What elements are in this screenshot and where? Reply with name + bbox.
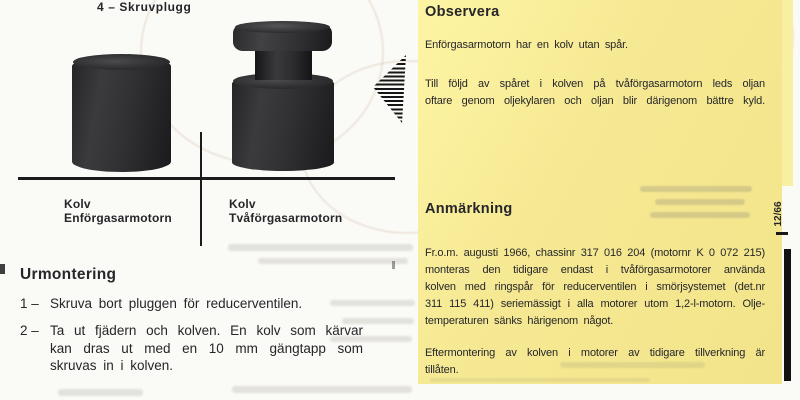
bleedthrough-text-smudge xyxy=(228,244,413,251)
note-heading-anmarkning: Anmärkning xyxy=(425,201,513,217)
step-2 xyxy=(20,322,363,375)
bleedthrough-text-smudge xyxy=(640,186,752,192)
bleedthrough-text-smudge xyxy=(58,389,143,396)
bleedthrough-text-smudge xyxy=(655,199,745,205)
piston-photo-twin-carb-body xyxy=(232,75,334,171)
step-text-line: Skruva bort pluggen för reducerventilen. xyxy=(50,296,303,311)
note-heading-observera: Observera xyxy=(425,4,500,20)
figure-callout: 4 – Skruvplugg xyxy=(97,0,192,14)
piston-photo-twin-carb-crown xyxy=(233,24,332,51)
caption-divider-vline xyxy=(200,132,202,246)
revision-change-bar xyxy=(784,249,791,381)
note-panel xyxy=(418,0,782,384)
note-panel-extension xyxy=(782,0,793,186)
caption-single-carb xyxy=(64,197,172,225)
caption-line: Enförgasarmotorn xyxy=(64,211,172,225)
text-line: Eftermontering av kolven i motorer av tidigare tillverkning är xyxy=(425,347,765,359)
bleedthrough-text-smudge xyxy=(560,362,705,368)
section-heading-urmontering: Urmontering xyxy=(20,266,117,283)
bleedthrough-text-smudge xyxy=(430,378,650,382)
caption-line: Kolv xyxy=(229,197,256,211)
piston-photo-single-carb xyxy=(72,56,171,172)
step-number: 2 – xyxy=(20,323,39,338)
bleedthrough-text-smudge xyxy=(650,212,750,218)
step-text-line: kan dras ut med en 10 mm gängtapp som xyxy=(50,340,363,356)
bleedthrough-text-smudge xyxy=(258,258,408,264)
text-line: tillåten. xyxy=(425,364,459,376)
edition-mark: 12/66 xyxy=(773,201,784,227)
text-line: Enförgasarmotorn har en kolv utan spår. xyxy=(425,39,628,51)
scan-speck xyxy=(392,261,395,269)
anmarkning-paragraph-1 xyxy=(425,245,765,330)
text-line: kolven med ringspår för reducerventilen i smörjsystemet (det.nr xyxy=(425,281,765,293)
text-line: monteras den tidigare endast i tvåförgasarmotorer använda xyxy=(425,264,765,276)
piston-photo-twin-carb-groove xyxy=(255,46,312,80)
step-number: 1 – xyxy=(20,296,39,311)
observera-paragraph-2 xyxy=(425,76,765,110)
text-line: Till följd av spåret i kolven på tvåförgasarmotorn leds oljan xyxy=(425,78,765,90)
text-line: temperaturen sänks härigenom något. xyxy=(425,315,614,327)
caption-divider-hline xyxy=(18,177,395,180)
text-line: Fr.o.m. augusti 1966, chassinr 317 016 204 (motornr K 0 072 215) xyxy=(425,247,765,259)
bleedthrough-text-smudge xyxy=(232,386,412,393)
caption-line: Kolv xyxy=(64,197,91,211)
text-line: 311 115 411) seriemässigt i alla motorer utom 1,2-l-motorn. Olje- xyxy=(425,298,765,310)
text-line: oftare genom oljekylaren och oljan blir därigenom bättre kyld. xyxy=(425,95,765,107)
step-text-line: Ta ut fjädern och kolven. En kolv som kärvar xyxy=(50,323,363,338)
caption-line: Tvåförgasarmotorn xyxy=(229,211,343,225)
page-edge-mark xyxy=(0,264,5,274)
caption-twin-carb xyxy=(229,197,342,225)
margin-dash-mark xyxy=(776,232,788,235)
step-text-line: skruvas in i kolven. xyxy=(50,358,174,373)
step-1 xyxy=(20,295,363,313)
observera-paragraph-1 xyxy=(425,37,765,54)
